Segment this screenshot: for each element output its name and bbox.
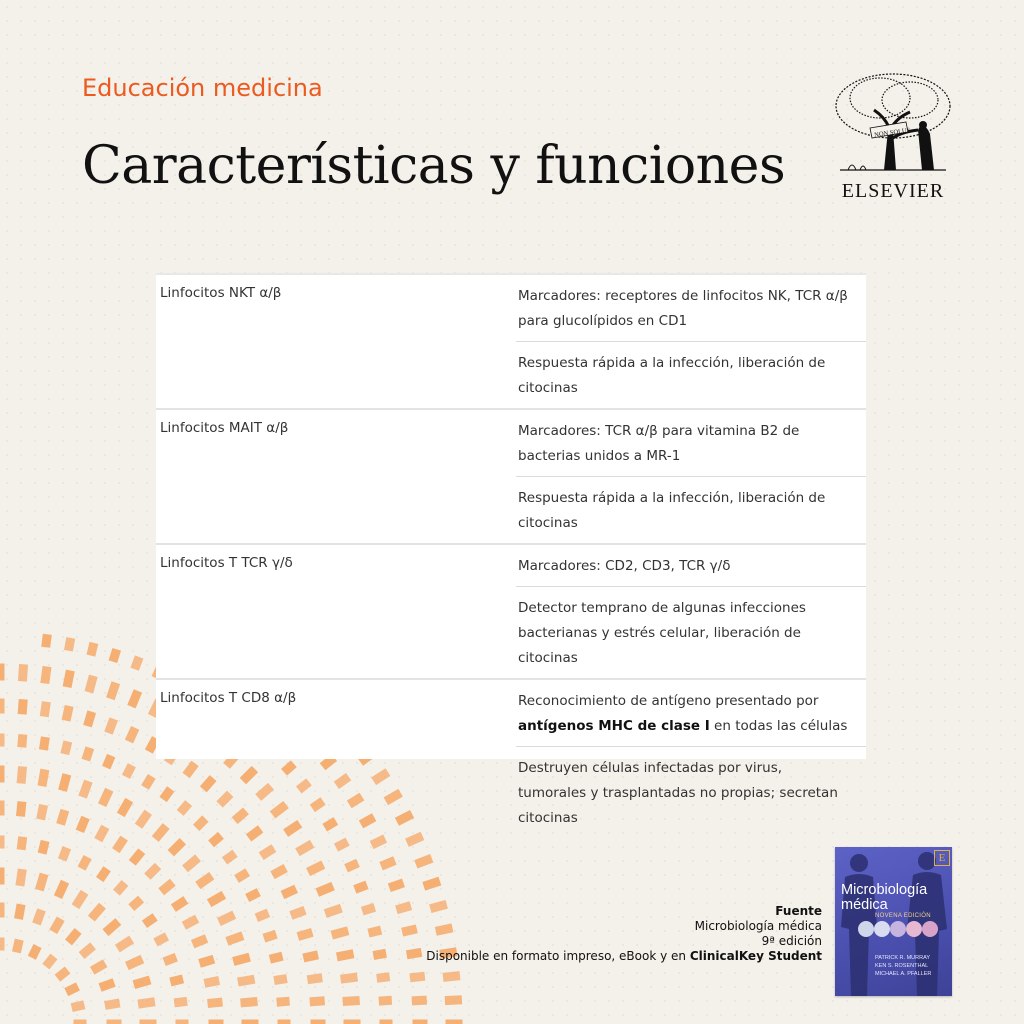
decorative-dash	[122, 763, 136, 779]
decorative-dash	[276, 997, 290, 1007]
decorative-dash	[316, 882, 335, 897]
decorative-dash	[334, 838, 350, 852]
decorative-dash	[379, 856, 396, 870]
decorative-dash	[445, 995, 462, 1005]
decorative-dash	[17, 734, 27, 748]
decorative-dash	[182, 854, 201, 872]
decorative-dash	[109, 648, 121, 663]
decorative-dash	[37, 769, 49, 787]
edition-badge: E	[934, 850, 950, 866]
decorative-dash	[0, 664, 5, 681]
decorative-dash	[353, 881, 368, 894]
cell-description: Destruyen células infectadas por virus, tumorales y trasplantadas no propias; secretan citocinas	[516, 746, 866, 838]
decorative-dash	[395, 901, 412, 914]
decorative-dash	[96, 866, 111, 882]
cell-description: Marcadores: CD2, CD3, TCR γ/δ	[518, 558, 731, 574]
decorative-dash	[306, 861, 325, 877]
decorative-dash	[88, 903, 106, 922]
decorative-dash	[14, 904, 25, 920]
source-availability: Disponible en formato impreso, eBook y en ClinicalKey Student	[426, 949, 822, 963]
cell-type-label: Linfocitos NKT α/β	[160, 285, 282, 301]
category-label: Educación medicina	[82, 74, 323, 102]
decorative-dash	[412, 996, 427, 1006]
cell-description: Reconocimiento de antígeno presentado por antígenos MHC de clase I en todas las células	[518, 693, 848, 734]
decorative-dash	[42, 954, 57, 970]
decorative-dash	[56, 809, 69, 826]
decorative-dash	[331, 926, 350, 939]
decorative-dash	[413, 1020, 428, 1024]
decorative-dash	[18, 664, 28, 682]
decorative-dash	[18, 699, 28, 715]
decorative-dash	[64, 637, 75, 651]
decorative-dash	[12, 939, 24, 954]
source-book-title: Microbiología médica	[694, 919, 822, 933]
source-credit	[426, 904, 822, 964]
cell-description: Respuesta rápida a la infección, liberación de citocinas	[516, 476, 866, 543]
decorative-dash	[64, 982, 80, 996]
decorative-dash	[144, 863, 161, 880]
decorative-dash	[58, 773, 71, 792]
decorative-dash	[207, 998, 223, 1008]
decorative-dash	[158, 879, 175, 895]
decorative-dash	[273, 974, 287, 985]
book-cover-title: Microbiología médica	[841, 882, 928, 913]
table-row	[156, 408, 866, 543]
decorative-dash	[297, 928, 314, 941]
decorative-dash	[142, 913, 158, 928]
decorative-dash	[112, 836, 128, 853]
decorative-dash	[195, 872, 214, 889]
decorative-dash	[281, 885, 298, 899]
decorative-dash	[309, 996, 325, 1006]
decorative-dash	[217, 911, 236, 926]
decorative-dash	[307, 973, 323, 984]
decorative-dash	[222, 850, 238, 865]
decorative-dash	[336, 949, 354, 961]
decorative-dash	[55, 967, 71, 982]
decorative-dash	[140, 1020, 157, 1024]
decorative-dash	[380, 1020, 393, 1024]
decorative-dash	[176, 1020, 189, 1024]
decorative-dash	[237, 975, 255, 987]
decorative-dash	[54, 880, 69, 899]
book-cover	[835, 847, 952, 996]
source-label: Fuente	[775, 904, 822, 918]
decorative-dash	[82, 746, 95, 761]
decorative-dash	[269, 952, 284, 964]
book-cover-edition: NOVENA EDICIÓN	[875, 913, 931, 919]
decorative-dash	[153, 932, 169, 946]
decorative-dash	[376, 972, 390, 982]
decorative-dash	[58, 846, 71, 861]
decorative-dash	[128, 896, 144, 911]
decorative-dash	[174, 997, 188, 1007]
decorative-dash	[443, 971, 461, 982]
decorative-dash	[342, 996, 360, 1006]
decorative-dash	[182, 915, 199, 930]
decorative-dash	[76, 816, 90, 833]
decorative-dash	[295, 840, 314, 856]
decorative-dash	[255, 909, 270, 922]
decorative-dash	[71, 1000, 86, 1012]
decorative-dash	[225, 931, 244, 945]
decorative-dash	[191, 934, 208, 948]
decorative-dash	[40, 666, 51, 684]
decorative-dash	[17, 766, 27, 784]
decorative-dash	[102, 754, 115, 769]
decorative-dash	[104, 998, 120, 1009]
decorative-dash	[232, 953, 251, 966]
decorative-dash	[0, 903, 5, 918]
decorative-dash	[83, 710, 96, 727]
decorative-dash	[302, 950, 319, 962]
decorative-dash	[259, 844, 276, 860]
decorative-dash	[32, 908, 46, 925]
decorative-dash	[130, 655, 143, 670]
decorative-dash	[344, 1020, 361, 1024]
decorative-dash	[135, 810, 152, 829]
decorative-dash	[16, 801, 26, 817]
book-cover-authors: PATRICK R. MURRAY KEN S. ROSENTHAL MICHAEL A. PFALLER	[875, 955, 932, 977]
decorative-dash	[65, 928, 82, 945]
decorative-dash	[78, 780, 92, 799]
decorative-dash	[0, 836, 5, 849]
decorative-dash	[107, 1020, 122, 1024]
cell-type-label: Linfocitos MAIT α/β	[160, 420, 289, 436]
decorative-dash	[40, 701, 51, 717]
decorative-dash	[388, 879, 405, 892]
decorative-dash	[78, 855, 92, 871]
decorative-dash	[240, 997, 258, 1007]
decorative-dash	[63, 670, 75, 688]
decorative-dash	[106, 681, 120, 700]
cell-type-label: Linfocitos T CD8 α/β	[160, 690, 297, 706]
decorative-dash	[17, 836, 27, 850]
decorative-dash	[168, 838, 186, 856]
cell-description: Marcadores: receptores de linfocitos NK, TCR α/β para glucolípidos en CD1	[518, 288, 848, 329]
decorative-dash	[311, 1020, 326, 1024]
cell-type-label: Linfocitos T TCR γ/δ	[160, 555, 293, 571]
decorative-dash	[207, 891, 226, 907]
decorative-dash	[94, 825, 109, 842]
decorative-dash	[62, 705, 74, 722]
decorative-dash	[446, 1020, 463, 1024]
decorative-dash	[289, 906, 306, 920]
decorative-dash	[15, 868, 26, 886]
decorative-dash	[90, 959, 107, 974]
decorative-dash	[28, 944, 42, 960]
decorative-dash	[245, 888, 261, 902]
table-row	[156, 678, 866, 838]
elsevier-tree-logo-icon	[830, 70, 956, 176]
decorative-dash	[0, 801, 5, 816]
decorative-dash	[0, 938, 5, 951]
decorative-dash	[39, 736, 50, 750]
decorative-dash	[263, 930, 278, 943]
decorative-dash	[414, 854, 433, 868]
source-edition: 9ª edición	[761, 934, 822, 948]
cell-description: Marcadores: TCR α/β para vitamina B2 de bacterias unidos a MR-1	[518, 423, 800, 464]
decorative-dash	[198, 955, 215, 968]
elsevier-logo	[830, 70, 956, 200]
decorative-dash	[401, 924, 418, 936]
decorative-dash	[409, 972, 425, 983]
decorative-dash	[0, 868, 5, 885]
decorative-dash	[0, 699, 5, 714]
cell-description: Respuesta rápida a la infección, liberación de citocinas	[516, 341, 866, 408]
decorative-dash	[35, 873, 48, 892]
cell-description: Detector temprano de algunas infecciones bacterianas y estrés celular, liberación de citocinas	[516, 586, 866, 678]
immune-cell-table	[156, 273, 866, 826]
decorative-dash	[361, 903, 376, 915]
decorative-dash	[278, 1020, 291, 1024]
decorative-dash	[422, 877, 441, 891]
decorative-dash	[99, 978, 116, 992]
decorative-dash	[234, 868, 250, 882]
decorative-dash	[127, 689, 142, 708]
decorative-dash	[242, 1020, 259, 1024]
decorative-dash	[344, 859, 360, 873]
decorative-dash	[125, 726, 139, 743]
decorative-dash	[406, 948, 422, 959]
decorative-dash	[86, 642, 98, 657]
decorative-dash	[0, 766, 5, 783]
decorative-dash	[60, 740, 72, 755]
decorative-dash	[41, 634, 51, 648]
decorative-dash	[74, 1020, 87, 1024]
decorative-dash	[324, 904, 343, 918]
decorative-dash	[137, 997, 155, 1008]
decorative-dash	[49, 917, 64, 934]
decorative-dash	[141, 774, 155, 790]
decorative-dash	[171, 896, 188, 912]
decorative-dash	[85, 675, 98, 694]
table-row	[156, 543, 866, 678]
decorative-dash	[79, 942, 96, 959]
decorative-dash	[204, 976, 220, 988]
decorative-dash	[129, 848, 145, 865]
decorative-dash	[98, 788, 113, 807]
page-title: Características y funciones	[82, 136, 786, 196]
decorative-dash	[270, 864, 287, 879]
decorative-dash	[209, 1020, 224, 1024]
decorative-dash	[104, 717, 118, 734]
decorative-dash	[340, 973, 358, 984]
svg-text:NON SOLUS: NON SOLUS	[873, 126, 911, 139]
decorative-dash	[0, 734, 5, 747]
decorative-dash	[169, 974, 184, 986]
decorative-dash	[113, 880, 128, 896]
bold-term: antígenos MHC de clase I	[518, 718, 710, 734]
table-row	[156, 273, 866, 408]
decorative-dash	[372, 949, 386, 960]
decorative-dash	[379, 996, 393, 1006]
decorative-dash	[38, 840, 50, 855]
decorative-dash	[163, 953, 178, 966]
decorative-dash	[115, 936, 134, 953]
decorative-dash	[117, 798, 133, 817]
decorative-dash	[103, 918, 122, 936]
decorative-dash	[72, 890, 89, 909]
decorative-dash	[367, 926, 382, 938]
clinicalkey-link[interactable]: ClinicalKey Student	[689, 949, 822, 963]
decorative-dash	[36, 804, 48, 820]
decorative-dash	[125, 955, 144, 970]
elsevier-wordmark: ELSEVIER	[841, 180, 945, 202]
decorative-dash	[133, 976, 152, 989]
